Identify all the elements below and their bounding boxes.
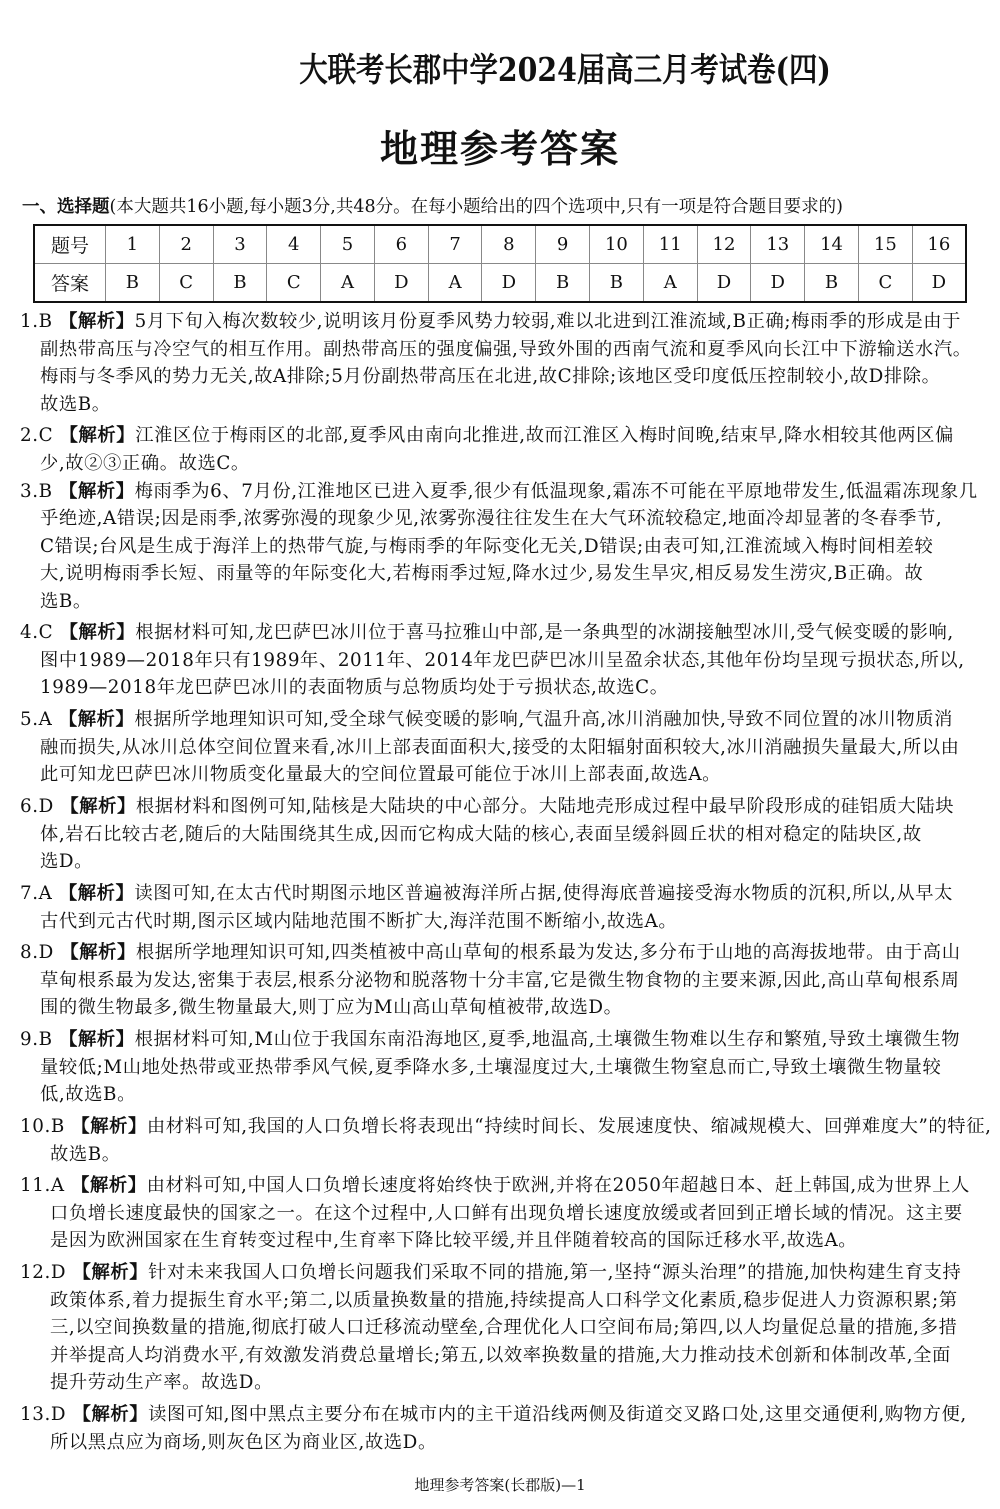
explanation-1-line [20,311,961,333]
question-number: 15 [858,225,912,264]
answer-cell: B [590,264,644,303]
analysis-label: 【解析】 [59,622,136,643]
explanation-text: 针对未来我国人口负增长问题我们采取不同的措施,第一,坚持“源头治理”的措施,加快构建生育支持 [148,1262,962,1283]
explanation-5-line: 融而损失,从冰川总体空间位置来看,冰川上部表面面积大,接受的太阳辐射面积较大,冰川消融损失量最大,所以由 [40,737,960,758]
explanation-5-line: 此可知龙巴萨巴冰川物质变化量最大的空间位置最可能位于冰川上部表面,故选A。 [40,764,722,785]
explanation-3-line: C错误;台风是生成于海洋上的热带气旋,与梅雨季的年际变化无关,D错误;由表可知,江淮流域入梅时间相差较 [40,536,934,557]
page-title: 地理参考答案 [379,127,620,171]
explanation-6-line: 选D。 [40,851,94,872]
question-number: 6 [374,225,428,264]
analysis-label: 【解析】 [71,1116,147,1137]
answer-cell: A [321,264,375,303]
answer-cell: B [805,264,859,303]
analysis-label: 【解析】 [72,1404,149,1425]
answer-cell: C [858,264,912,303]
explanation-12-line: 提升劳动生产率。故选D。 [50,1372,273,1393]
explanation-3-line: 选B。 [40,591,92,612]
explanation-5-line [20,709,953,731]
explanation-8-line [20,942,961,964]
question-number: 4 [267,225,321,264]
question-number: 13 [751,225,805,264]
explanation-4-line: 图中1989—2018年只有1989年、2011年、2014年龙巴萨巴冰川呈盈余状态,其他年份均呈现亏损状态,所以, [40,650,965,671]
explanation-text: 5月下旬入梅次数较少,说明该月份夏季风势力较弱,难以北进到江淮流域,B正确;梅雨季的形成是由于 [134,311,962,332]
answer-number: 2.C [20,425,54,446]
analysis-label: 【解析】 [60,942,136,963]
explanation-9-line [20,1029,960,1051]
explanation-9-line: 量较低;M山地处热带或亚热带季风气候,夏季降水多,土壤湿度过大,土壤微生物窒息而亡,导致土壤微生物量较 [40,1057,942,1078]
question-number: 11 [643,225,697,264]
question-number: 7 [428,225,482,264]
explanation-10-line: 故选B。 [50,1144,121,1165]
explanation-3-line: 乎绝迹,A错误;因是雨季,浓雾弥漫的现象少见,浓雾弥漫往往发生在大气环流较稳定,地面冷却显著的冬春季节, [40,508,943,529]
explanation-2-line [20,425,954,447]
answer-cell: A [428,264,482,303]
explanation-text: 根据材料和图例可知,陆核是大陆块的中心部分。大陆地壳形成过程中最早阶段形成的硅铝质大陆块 [135,796,955,817]
explanation-text: 根据所学地理知识可知,四类植被中高山草甸的根系最为发达,多分布于山地的高海拔地带。由于高山 [135,942,961,963]
explanation-7-line: 古代到元古代时期,图示区域内陆地范围不断扩大,海洋范围不断缩小,故选A。 [40,911,678,932]
analysis-label: 【解析】 [59,1029,135,1050]
answer-table [33,224,967,303]
answer-number: 3.B [20,481,53,502]
explanation-3-line: 大,说明梅雨季长短、雨量等的年际变化大,若梅雨季过短,降水过少,易发生旱灾,相反易发生涝灾,B正确。故 [40,563,924,584]
explanation-13-line [20,1404,967,1426]
analysis-label: 【解析】 [58,709,135,730]
answer-row [34,264,966,303]
question-number: 12 [697,225,751,264]
explanation-2-line: 少,故②③正确。故选C。 [40,453,250,474]
analysis-label: 【解析】 [59,425,136,446]
answer-number: 8.D [20,942,54,963]
explanation-1-line: 梅雨与冬季风的势力无关,故A排除;5月份副热带高压在北进,故C排除;该地区受印度低压控制较小,故D排除。 [40,366,941,387]
analysis-label: 【解析】 [71,1175,147,1196]
explanation-text: 读图可知,在太古代时期图示地区普遍被海洋所占据,使得海底普遍接受海水物质的沉积,所以,从早太 [134,883,954,904]
answer-number: 12.D [20,1262,67,1283]
answer-number: 5.A [20,709,53,730]
answer-cell: C [267,264,321,303]
answer-cell: B [213,264,267,303]
explanation-12-line: 政策体系,着力提振生育水平;第二,以质量换数量的措施,持续提高人口科学文化素质,稳步促进人力资源积累;第 [50,1290,958,1311]
explanation-8-line: 围的微生物最多,微生物量最大,则丁应为M山高山草甸植被带,故选D。 [40,997,623,1018]
section-instructions: (本大题共16小题,每小题3分,共48分。在每小题给出的四个选项中,只有一项是符合题目要求的) [109,197,844,217]
explanation-1-line: 副热带高压与冷空气的相互作用。副热带高压的强度偏强,导致外围的西南气流和夏季风向长江中下游输送水汽。 [40,339,972,360]
explanation-11-line: 口负增长速度最快的国家之一。在这个过程中,人口鲜有出现负增长速度放缓或者回到正增长域的情况。这主要 [50,1203,963,1224]
answer-number: 4.C [20,622,54,643]
explanation-10-line [20,1116,991,1138]
explanation-6-line [20,796,954,818]
explanation-text: 由材料可知,中国人口负增长速度将始终快于欧洲,并将在2050年超越日本、赶上韩国,成为世界上人 [146,1175,971,1196]
explanation-4-line [20,622,954,644]
analysis-label: 【解析】 [59,481,135,502]
question-number: 10 [590,225,644,264]
question-number: 8 [482,225,536,264]
question-number: 3 [213,225,267,264]
explanation-11-line: 是因为欧洲国家在生育转变过程中,生育率下降比较平缓,并且伴随着较高的国际迁移水平,故选A。 [50,1230,858,1251]
answer-number: 7.A [20,883,53,904]
analysis-label: 【解析】 [58,883,135,904]
explanation-text: 梅雨季为6、7月份,江淮地区已进入夏季,很少有低温现象,霜冻不可能在平原地带发生,低温霜冻现象几 [134,481,978,502]
analysis-label: 【解析】 [72,1262,149,1283]
explanation-12-line: 并举提高人均消费水平,有效激发消费总量增长;第五,以效率换数量的措施,大力推动技术创新和体制改革,全面 [50,1345,951,1366]
explanation-7-line [20,883,953,905]
exam-title: 大联考长郡中学2024届高三月考试卷(四) [299,50,831,89]
answer-cell: D [482,264,536,303]
explanation-text: 由材料可知,我国的人口负增长将表现出“持续时间长、发展速度快、缩减规模大、回弹难度大”的特征, [146,1116,992,1137]
question-number: 5 [321,225,375,264]
answer-number: 10.B [20,1116,65,1137]
explanation-text: 根据所学地理知识可知,受全球气候变暖的影响,气温升高,冰川消融加快,导致不同位置的冰川物质消 [134,709,954,730]
answer-number: 13.D [20,1404,67,1425]
explanation-text: 根据材料可知,龙巴萨巴冰川位于喜马拉雅山中部,是一条典型的冰湖接触型冰川,受气候变暖的影响, [135,622,954,643]
answer-number: 6.D [20,796,54,817]
analysis-label: 【解析】 [60,796,136,817]
analysis-label: 【解析】 [59,311,135,332]
explanation-6-line: 体,岩石比较古老,随后的大陆围绕其生成,因而它构成大陆的核心,表面呈缓斜圆丘状的相对稳定的陆块区,故 [40,824,922,845]
explanation-text: 根据材料可知,M山位于我国东南沿海地区,夏季,地温高,土壤微生物难以生存和繁殖,导致土壤微生物 [134,1029,961,1050]
answer-cell: A [643,264,697,303]
row-label-answers: 答案 [34,264,106,303]
section-title: 一、选择题 [22,197,110,217]
explanation-12-line: 三,以空间换数量的措施,彻底打破人口迁移流动壁垒,合理优化人口空间布局;第四,以人均量促总量的措施,多措 [50,1317,958,1338]
question-number: 14 [805,225,859,264]
question-number: 2 [159,225,213,264]
explanation-text: 读图可知,图中黑点主要分布在城市内的主干道沿线两侧及街道交叉路口处,这里交通便利,购物方便, [148,1404,967,1425]
answer-cell: B [536,264,590,303]
question-number-row [34,225,966,264]
explanation-8-line: 草甸根系最为发达,密集于表层,根系分泌物和脱落物十分丰富,它是微生物食物的主要来源,因此,高山草甸根系周 [40,970,960,991]
question-number: 9 [536,225,590,264]
explanation-12-line [20,1262,961,1284]
explanation-9-line: 低,故选B。 [40,1084,136,1105]
answer-cell: D [912,264,966,303]
answer-cell: B [106,264,160,303]
answer-cell: D [697,264,751,303]
answer-number: 11.A [20,1175,65,1196]
explanation-11-line [20,1175,970,1197]
section-heading [22,193,843,218]
explanation-13-line: 所以黑点应为商场,则灰色区为商业区,故选D。 [50,1432,437,1453]
explanation-3-line [20,481,978,503]
page-footer: 地理参考答案(长郡版)—1 [414,1476,586,1494]
explanation-text: 江淮区位于梅雨区的北部,夏季风由南向北推进,故而江淮区入梅时间晚,结束早,降水相较其他两区偏 [135,425,954,446]
explanation-4-line: 1989—2018年龙巴萨巴冰川的表面物质与总物质均处于亏损状态,故选C。 [40,677,669,698]
answer-number: 9.B [20,1029,53,1050]
question-number: 16 [912,225,966,264]
row-label-numbers: 题号 [34,225,106,264]
explanation-1-line: 故选B。 [40,394,111,415]
answer-cell: D [374,264,428,303]
answer-number: 1.B [20,311,53,332]
answer-cell: D [751,264,805,303]
answer-cell: C [159,264,213,303]
question-number: 1 [106,225,160,264]
